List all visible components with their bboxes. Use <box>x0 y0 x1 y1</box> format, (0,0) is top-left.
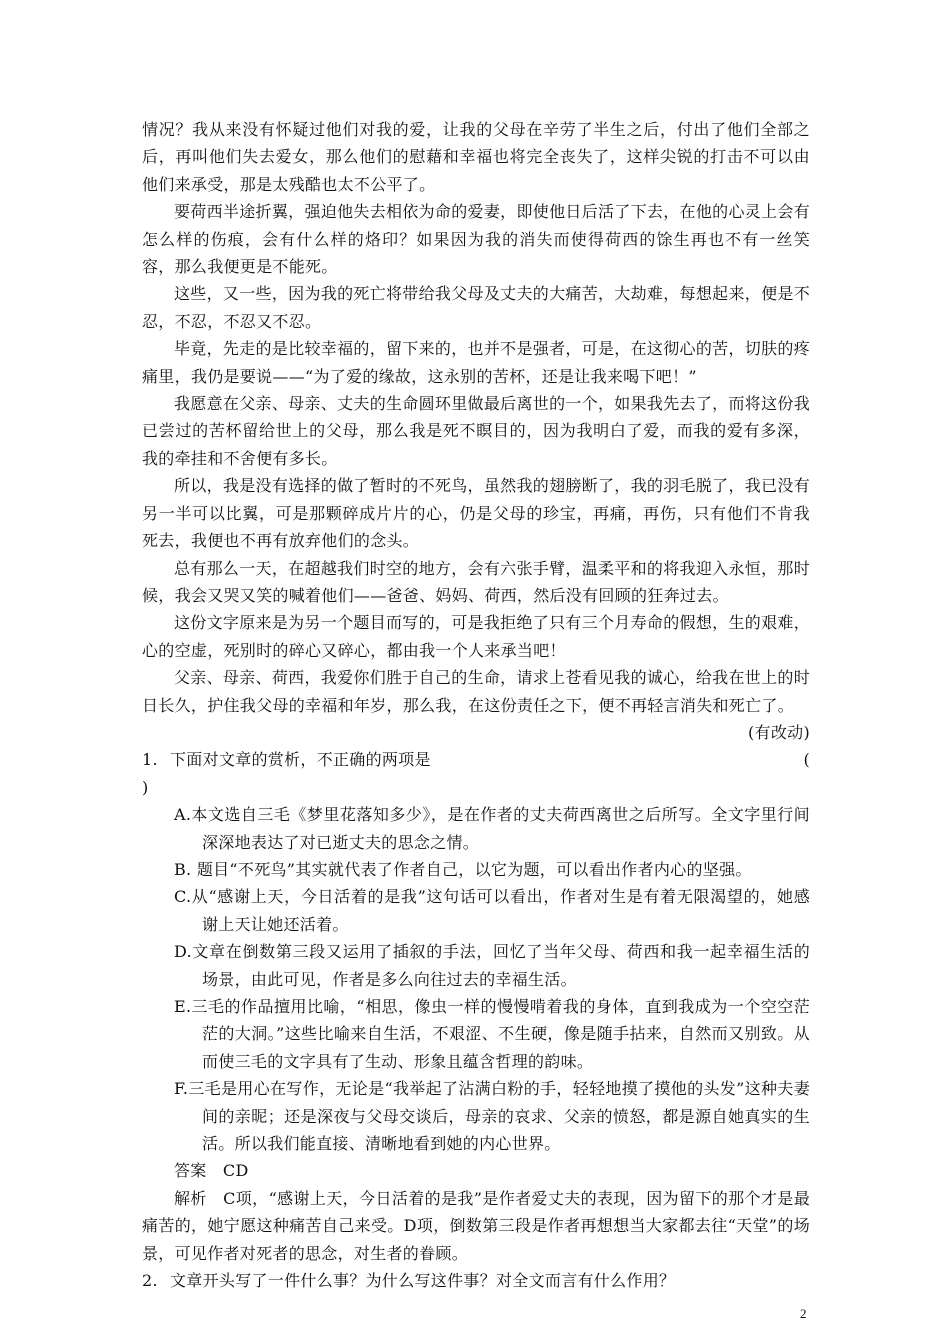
question-text: 下面对文章的赏析，不正确的两项是 <box>170 750 431 770</box>
option-e: E.三毛的作品擅用比喻，“相思，像虫一样的慢慢啃着我的身体，直到我成为一个空空茫茫的大洞。”这些比喻来自生活，不艰涩、不生硬，像是随手拈来，自然而又别致。从而使三毛的文字具有了生动、形象且蕴含哲理的韵味。 <box>174 997 810 1071</box>
answer-bracket-open: ( <box>803 750 810 770</box>
option-a: A.本文选自三毛《梦里花落知多少》，是在作者的丈夫荷西离世之后所写。全文字里行间深深地表达了对已逝丈夫的思念之情。 <box>174 805 810 852</box>
paragraph: 总有那么一天，在超越我们时空的地方，会有六张手臂，温柔平和的将我迎入永恒，那时候，我会又哭又笑的喊着他们——爸爸、妈妈、荷西，然后没有回顾的狂奔过去。 <box>142 558 810 605</box>
option-f: F.三毛是用心在写作，无论是“我举起了沾满白粉的手，轻轻地摸了摸他的头发”这种夫妻间的亲昵；还是深夜与父母交谈后，母亲的哀求、父亲的愤怒，都是源自她真实的生活。所以我们能直接、清晰地看到她的内心世界。 <box>174 1079 810 1154</box>
paragraph: 这些，又一些，因为我的死亡将带给我父母及丈夫的大痛苦，大劫难，每想起来，便是不忍，不忍，不忍又不忍。 <box>142 284 810 331</box>
option-b: B. 题目“不死鸟”其实就代表了作者自己，以它为题，可以看出作者内心的坚强。 <box>174 859 752 879</box>
answer-bracket-close: ) <box>142 777 149 797</box>
paragraph: 毕竟，先走的是比较幸福的，留下来的，也并不是强者，可是，在这彻心的苦，切肤的疼痛里，我仍是要说——“为了爱的缘故，这永别的苦杯，还是让我来喝下吧！” <box>142 339 810 386</box>
paragraph: 要荷西半途折翼，强迫他失去相依为命的爱妻，即使他日后活了下去，在他的心灵上会有怎么样的伤痕，会有什么样的烙印？如果因为我的消失而使得荷西的馀生再也不有一丝笑容，那么我便更是不能死。 <box>142 202 810 277</box>
question-2 <box>142 1267 810 1294</box>
paragraph: 所以，我是没有选择的做了暂时的不死鸟，虽然我的翅膀断了，我的羽毛脱了，我已没有另一半可以比翼，可是那颗碎成片片的心，仍是父母的珍宝，再痛，再伤，只有他们不肯我死去，我便也不再有放弃他们的念头。 <box>142 476 810 551</box>
question-number: 2. <box>142 1271 158 1291</box>
page-number: 2 <box>800 1306 807 1321</box>
option-c: C.从“感谢上天，今日活着的是我”这句话可以看出，作者对生是有着无限渴望的，她感谢上天让她还活着。 <box>174 887 810 934</box>
paragraph: 父亲、母亲、荷西，我爱你们胜于自己的生命，请求上苍看见我的诚心，给我在世上的时日长久，护住我父母的幸福和年岁，那么我，在这份责任之下，便不再轻言消失和死亡了。 <box>142 668 810 715</box>
question-text: 文章开头写了一件什么事？为什么写这件事？对全文而言有什么作用？ <box>170 1271 676 1291</box>
question-1 <box>142 746 810 773</box>
paragraph-continued: 情况？我从来没有怀疑过他们对我的爱，让我的父母在辛劳了半生之后，付出了他们全部之后，再叫他们失去爱女，那么他们的慰藉和幸福也将完全丧失了，这样尖锐的打击不可以由他们来承受，那是太残酷也太不公平了。 <box>142 120 810 194</box>
paragraph: 这份文字原来是为另一个题目而写的，可是我拒绝了只有三个月寿命的假想，生的艰难，心的空虚，死别时的碎心又碎心，都由我一个人来承当吧！ <box>142 613 810 660</box>
option-d: D.文章在倒数第三段又运用了插叙的手法，回忆了当年父母、荷西和我一起幸福生活的场景，由此可见，作者是多么向往过去的幸福生活。 <box>174 942 810 989</box>
question-number: 1. <box>142 750 158 770</box>
page-content <box>142 116 810 1294</box>
explanation: 解析 C项，“感谢上天，今日活着的是我”是作者爱丈夫的表现，因为留下的那个才是最痛苦的，她宁愿这种痛苦自己来受。D项，倒数第三段是作者再想想当大家都去往“天堂”的场景，可见作者对死者的思念，对生者的眷顾。 <box>142 1188 810 1263</box>
answer: 答案 CD <box>174 1161 249 1181</box>
source-note: (有改动) <box>748 722 810 742</box>
paragraph: 我愿意在父亲、母亲、丈夫的生命圆环里做最后离世的一个，如果我先去了，而将这份我已尝过的苦杯留给世上的父母，那么我是死不瞑目的，因为我明白了爱，而我的爱有多深，我的牵挂和不舍便有多长。 <box>142 394 810 468</box>
